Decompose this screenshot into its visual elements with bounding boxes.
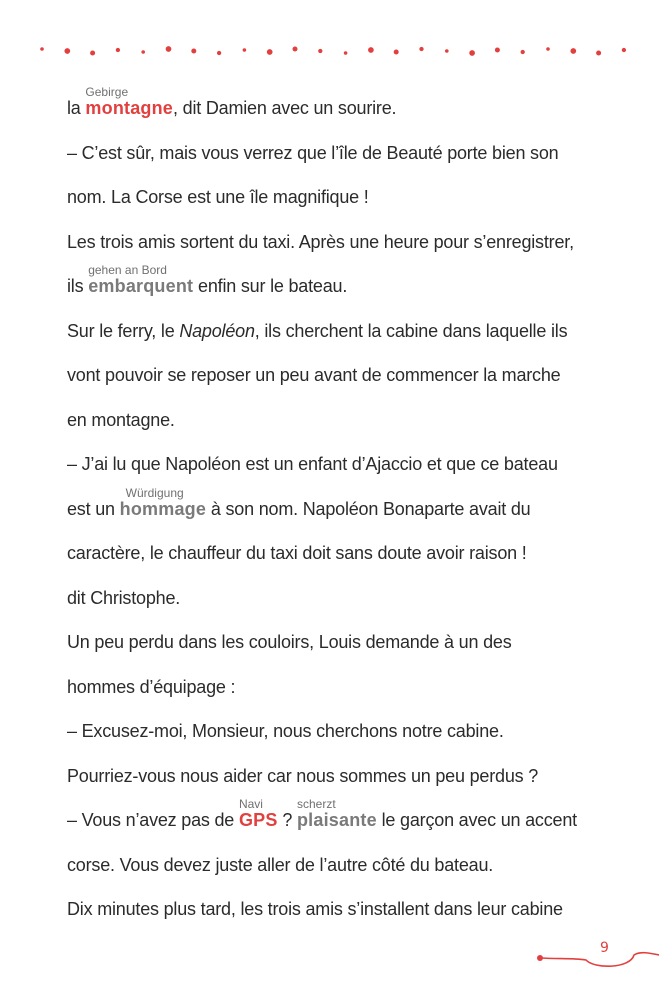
vocab-word: Navi GPS bbox=[238, 797, 278, 830]
border-dot bbox=[368, 47, 374, 53]
vocab-gloss: Navi bbox=[238, 797, 263, 811]
vocab-word: Gebirge montagne bbox=[85, 85, 174, 118]
text-line: – Vous n’avez pas de Navi GPS ? scherzt plaisante le garçon avec un accent bbox=[67, 797, 577, 830]
vocab-gloss: Würdigung bbox=[125, 485, 184, 500]
vocab-gloss: gehen an Bord bbox=[88, 263, 167, 277]
border-dot bbox=[116, 48, 120, 52]
vocab-word: scherzt plaisante bbox=[296, 797, 377, 830]
text-line: hommes d’équipage : bbox=[67, 676, 236, 697]
text-line: la Gebirge montagne, dit Damien avec un sourire. bbox=[67, 85, 397, 118]
vocab-gloss: scherzt bbox=[296, 797, 336, 811]
decorative-dot-border bbox=[0, 0, 659, 70]
border-dot bbox=[64, 48, 70, 54]
border-dot bbox=[469, 50, 475, 56]
border-dot bbox=[445, 49, 449, 53]
border-dot bbox=[217, 51, 221, 55]
border-dot bbox=[546, 47, 550, 51]
border-dot bbox=[495, 48, 500, 53]
text-line: Dix minutes plus tard, les trois amis s’installent dans leur cabine bbox=[67, 899, 563, 919]
border-dot bbox=[394, 50, 399, 55]
text-line: – Excusez-moi, Monsieur, nous cherchons notre cabine. bbox=[67, 721, 504, 741]
vocab-gloss: Gebirge bbox=[85, 85, 129, 99]
page-number-ornament bbox=[530, 935, 659, 975]
border-dot bbox=[40, 47, 44, 51]
text-line: Pourriez-vous nous aider car nous sommes un peu perdus ? bbox=[67, 765, 539, 786]
border-dot bbox=[267, 49, 273, 55]
ship-name: Napoléon bbox=[179, 320, 255, 341]
text-line: caractère, le chauffeur du taxi doit sans doute avoir raison ! bbox=[67, 543, 527, 563]
text-line: est un Würdigung hommage à son nom. Napoléon Bonaparte avait du bbox=[67, 485, 531, 519]
border-dot bbox=[596, 51, 601, 56]
text-line: dit Christophe. bbox=[67, 587, 181, 608]
border-dot bbox=[622, 48, 626, 52]
text-line: en montagne. bbox=[67, 409, 175, 430]
border-dot bbox=[191, 49, 196, 54]
border-dot bbox=[166, 46, 172, 52]
text-line: Sur le ferry, le Napoléon, ils cherchent la cabine dans laquelle ils bbox=[67, 320, 568, 341]
page-number: 9 bbox=[600, 940, 609, 956]
text-line: – C’est sûr, mais vous verrez que l’île de Beauté porte bien son bbox=[67, 142, 559, 163]
border-dot bbox=[419, 47, 423, 51]
border-dot bbox=[318, 49, 322, 53]
text-line: Un peu perdu dans les couloirs, Louis demande à un des bbox=[67, 632, 512, 652]
border-dot bbox=[570, 48, 576, 54]
border-dot bbox=[243, 48, 247, 52]
border-dot bbox=[90, 51, 95, 56]
text-line: nom. La Corse est une île magnifique ! bbox=[67, 187, 369, 207]
border-dot bbox=[521, 50, 525, 54]
border-dot bbox=[344, 51, 348, 55]
text-line: ils gehen an Bord embarquent enfin sur le bateau. bbox=[67, 263, 348, 296]
text-line: vont pouvoir se reposer un peu avant de commencer la marche bbox=[67, 365, 561, 385]
text-line: corse. Vous devez juste aller de l’autre côté du bateau. bbox=[67, 854, 494, 875]
story-text bbox=[67, 86, 647, 932]
vocab-word: Würdigung hommage bbox=[119, 485, 207, 519]
text-line: Les trois amis sortent du taxi. Après une heure pour s’enregistrer, bbox=[67, 231, 574, 252]
border-dot bbox=[293, 47, 298, 52]
vocab-word: gehen an Bord embarquent bbox=[88, 263, 194, 296]
text-line: – J’ai lu que Napoléon est un enfant d’Ajaccio et que ce bateau bbox=[67, 454, 558, 474]
border-dot bbox=[141, 50, 145, 54]
